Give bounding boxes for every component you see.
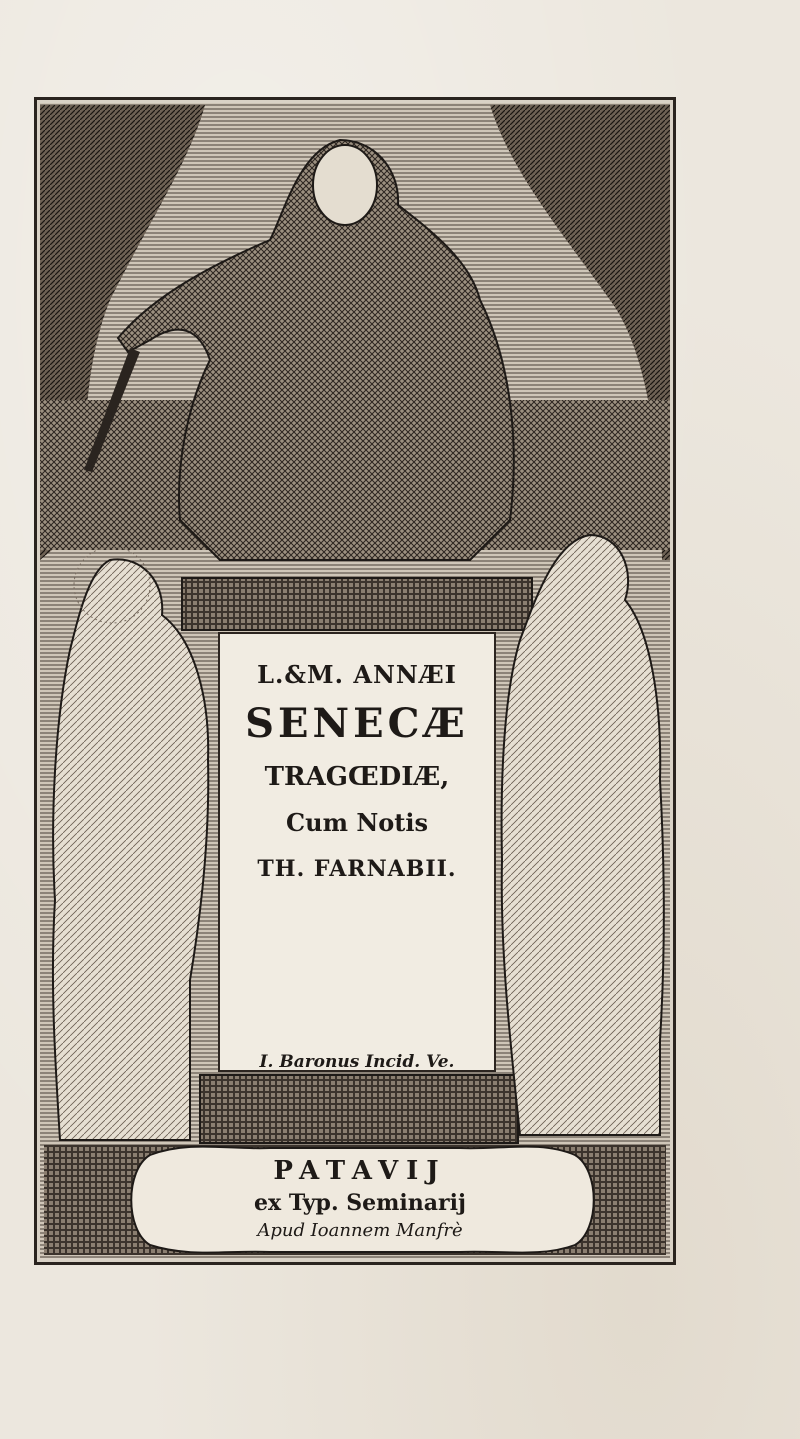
imprint-press: ex Typ. Seminarij <box>254 1190 466 1216</box>
author-line: L.&M. ANNÆI <box>257 660 457 689</box>
author-name: SENECÆ <box>245 700 469 747</box>
pedestal-cornice <box>182 578 532 630</box>
notes-line: Cum Notis <box>286 808 428 837</box>
commentator-name: TH. FARNABII. <box>257 856 457 882</box>
engraver-signature: I. Baronus Incid. Ve. <box>259 1052 455 1072</box>
title-tablet <box>218 632 496 1072</box>
right-figure <box>502 535 664 1135</box>
imprint-publisher: Apud Ioannem Manfrè <box>257 1220 463 1241</box>
imprint-place: PATAVIJ <box>273 1156 447 1186</box>
pedestal-base <box>200 1075 518 1143</box>
left-figure <box>53 559 208 1140</box>
figure-head <box>313 145 377 225</box>
work-title: TRAGŒDIÆ, <box>264 762 450 792</box>
